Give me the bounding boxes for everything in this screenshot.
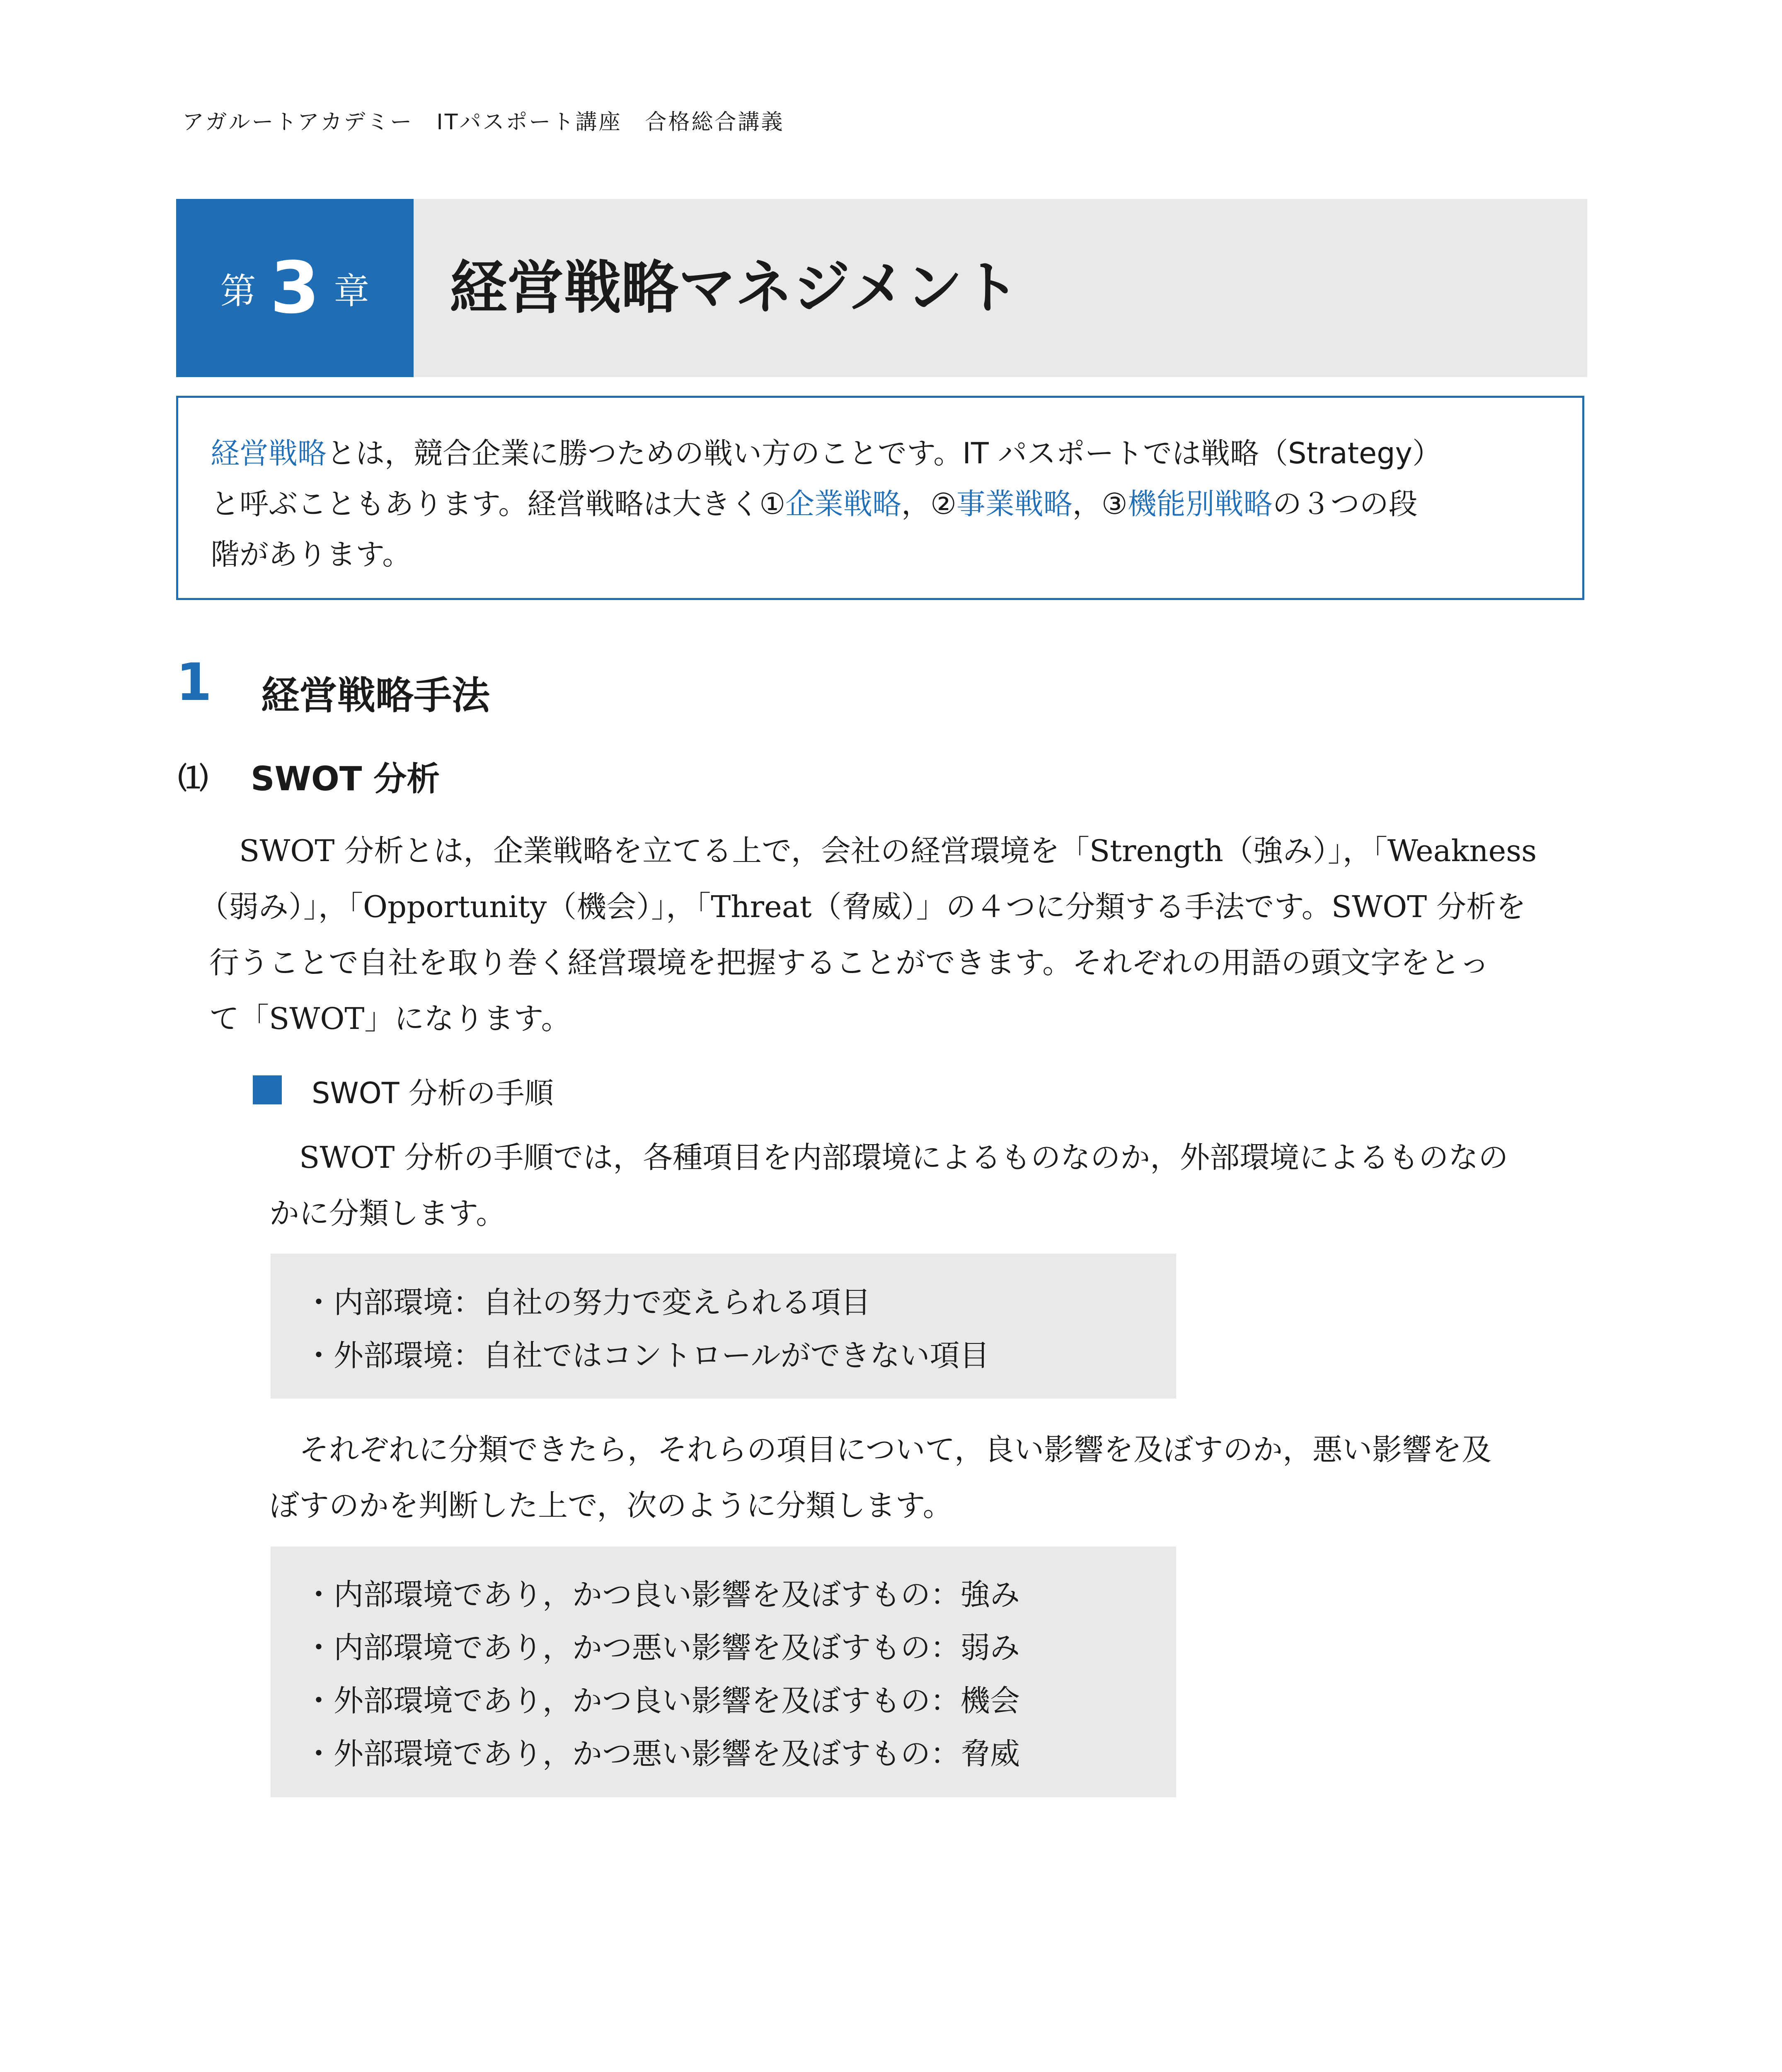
list-item: ・外部環境：自社ではコントロールができない項目 [304,1338,990,1373]
list-item: ・内部環境であり，かつ悪い影響を及ぼすもの：弱み [304,1630,1020,1665]
running-header: アガルートアカデミー ITパスポート講座 合格総合講義 [182,110,784,135]
paragraph-line: 行うことで自社を取り巻く経営環境を把握することができます。それぞれの用語の頭文字をとっ [209,945,1489,980]
paragraph-line: （弱み）」，「Opportunity（機会）」，「Threat（脅威）」の４つに分類する手法です。SWOT 分析を [199,889,1526,924]
square-bullet-icon [253,1075,282,1104]
chapter-number: 3 [270,246,320,329]
keyword-corporate-strategy: 企業戦略 [785,487,902,521]
section-title: 経営戦略手法 [261,673,490,718]
paragraph-line: ぼすのかを判断した上で，次のように分類します。 [269,1488,953,1523]
chapter-header [176,199,1587,377]
list-item: ・内部環境：自社の努力で変えられる項目 [304,1285,871,1320]
chapter-prefix: 第 [220,271,256,312]
intro-line-1 [211,430,1441,472]
list-item: ・外部環境であり，かつ悪い影響を及ぼすもの：脅威 [304,1736,1020,1771]
classification-box [271,1254,1176,1399]
intro-text: の３つの段 [1272,487,1418,521]
intro-line-3: 階があります。 [211,537,412,571]
intro-box [176,396,1584,600]
subsection-marker: ⑴ [178,761,208,796]
keyword-management-strategy: 経営戦略 [211,436,327,470]
paragraph-line: て「SWOT」になります。 [209,1001,571,1036]
list-item: ・外部環境であり，かつ良い影響を及ぼすもの：機会 [304,1683,1020,1718]
paragraph-line: それぞれに分類できたら，それらの項目について，良い影響を及ぼすのか，悪い影響を及 [269,1432,1492,1467]
section-number: 1 [176,653,212,712]
keyword-business-strategy: 事業戦略 [956,487,1073,521]
chapter-title: 経営戦略マネジメント [450,254,1020,321]
procedure-heading: SWOT 分析の手順 [312,1076,554,1110]
intro-line-2 [211,481,1418,523]
intro-text: とは，競合企業に勝つための戦い方のことです。IT パスポートでは戦略（Strategy） [327,436,1441,470]
swot-result-box [271,1547,1176,1797]
intro-text: ，③ [1072,487,1128,521]
paragraph-line: SWOT 分析とは，企業戦略を立てる上で，会社の経営環境を「Strength（強み）」，「Weakness [209,833,1537,868]
list-item: ・内部環境であり，かつ良い影響を及ぼすもの：強み [304,1577,1020,1612]
subsection-title: SWOT 分析 [251,760,440,798]
paragraph-line: SWOT 分析の手順では，各種項目を内部環境によるものなのか，外部環境によるものなの [269,1140,1508,1175]
chapter-badge [176,199,414,377]
chapter-suffix: 章 [334,271,370,312]
intro-text: と呼ぶこともあります。経営戦略は大きく① [211,487,786,521]
paragraph-line: かに分類します。 [269,1196,506,1231]
intro-text: ，② [901,487,956,521]
keyword-functional-strategy: 機能別戦略 [1127,487,1273,521]
